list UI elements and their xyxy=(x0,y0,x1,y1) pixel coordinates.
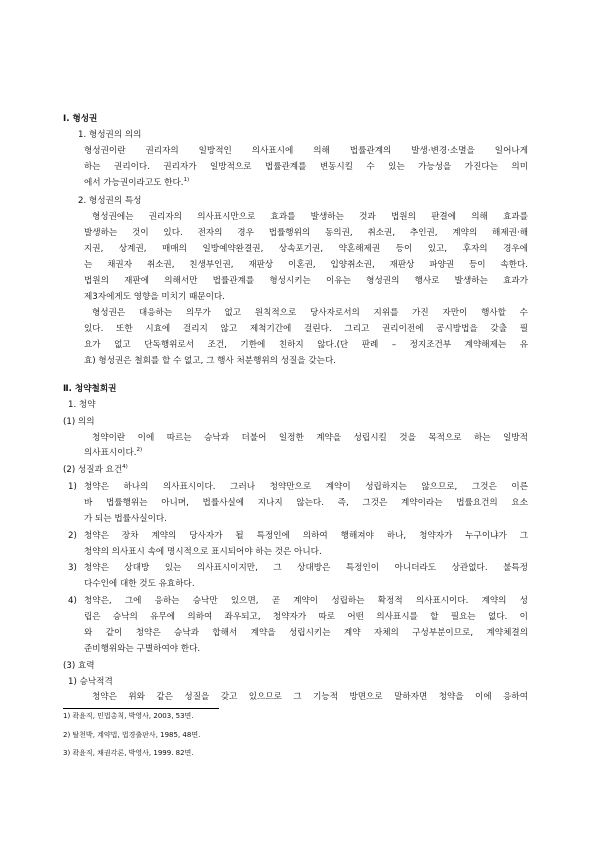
subsection-heading: (1) 의의 xyxy=(63,417,95,427)
list-item-line: 다수인에 대한 것도 유효하다. xyxy=(84,579,195,589)
paragraph-line-with-footnote xyxy=(84,448,142,459)
paragraph-line: 하는 권리이다. 권리자가 일방적으로 법률관계를 변동시킬 수 있는 가능성을 가진다는 의미 xyxy=(84,162,528,172)
subsection-2-heading: 2. 형성권의 특성 xyxy=(78,196,142,206)
subsection-heading: (3) 효력 xyxy=(63,661,95,671)
paragraph-line: 제3자에게도 영향을 미치기 때문이다. xyxy=(84,292,225,302)
list-item-line: 청약의 의사표시 속에 명시적으로 표시되어야 하는 것은 아니다. xyxy=(84,547,322,557)
footnote: 1) 곽윤직, 민법총칙, 박영사, 2003, 53면. xyxy=(63,712,194,720)
paragraph-line: 청약은 위와 같은 성질을 갖고 있으므로 그 기능적 방면으로 말하자면 청약을 이에 응하여 xyxy=(92,692,528,702)
list-item-line: 청약은 장차 계약의 당사자가 될 특정인에 의하여 행해져야 하나, 청약자가 누구이냐가 그 xyxy=(84,531,528,541)
subsection-heading-text: (2) 성질과 요건 xyxy=(63,465,123,475)
paragraph-text: 의사표시이다. xyxy=(84,448,137,458)
footnote-separator xyxy=(63,708,219,709)
list-item-line: 준비행위와는 구별하여야 한다. xyxy=(84,644,201,654)
paragraph-line: 청약이란 이에 따르는 승낙과 더불어 일정한 계약을 성립시킬 것을 목적으로 하는 일방적 xyxy=(92,433,528,443)
paragraph-line: 형성권이란 권리자의 일방적인 의사표시에 의해 법률관계의 발생·변경·소멸을 일어나게 xyxy=(84,146,528,156)
footnote-ref: 4) xyxy=(122,464,128,470)
list-item-number: 1) xyxy=(68,482,77,492)
subsection-heading-with-footnote xyxy=(63,465,128,476)
list-item-number: 4) xyxy=(68,596,77,606)
paragraph-line: 형성권은 대응하는 의무가 없고 원칙적으로 당사자로서의 지위를 가진 자만이 행사할 수 xyxy=(92,308,528,318)
paragraph-line: 효) 형성권은 철회를 할 수 없고, 그 행사 처분행위의 성질을 갖는다. xyxy=(84,356,336,366)
paragraph-line: 요가 없고 단독행위로서 조건, 기한에 친하지 않다.(단 판례 – 정지조건부 계약해제는 유 xyxy=(84,340,528,350)
paragraph-line: 있다. 또한 시효에 걸리지 않고 제척기간에 걸린다. 그리고 권리이전에 공시방법을 갖출 필 xyxy=(84,324,528,334)
footnote: 2) 탈천박, 계약법, 법경출판사, 1985, 48면. xyxy=(63,731,201,739)
list-item-line: 바 법률행위는 아니며, 법률사실에 지나지 않는다. 즉, 그것은 계약이라는 법률요건의 요소 xyxy=(84,498,528,508)
footnote-ref: 1) xyxy=(183,177,190,183)
list-item-line: 가 되는 법률사실이다. xyxy=(84,514,167,524)
paragraph-line: 발생하는 것이 있다. 전자의 경우 법률행위의 동의권, 취소권, 추인권, 계약의 해제권·해 xyxy=(84,228,528,238)
section-2-title: Ⅱ. 청약철회권 xyxy=(63,384,117,394)
footnote-ref: 2) xyxy=(136,447,143,453)
list-item-line: 청약은 하나의 의사표시이다. 그러나 청약만으로 계약이 성립하지는 않으므로, 그것은 이른 xyxy=(84,482,528,492)
list-item-line: 청약은 상대방 있는 의사표시이지만, 그 상대방은 특정인이 아니더라도 상관없다. 불특정 xyxy=(84,563,528,573)
paragraph-text: 에서 가능권이라고도 한다. xyxy=(84,178,184,188)
paragraph-line-with-footnote xyxy=(84,178,189,189)
footnote: 3) 곽윤직, 채권각론, 박영사, 1999. 82면. xyxy=(63,749,194,757)
list-item-number: 3) xyxy=(68,563,77,573)
subsection-heading: 1. 청약 xyxy=(68,400,96,410)
paragraph-line: 형성권에는 권리자의 의사표시만으로 효과를 발생하는 것과 법원의 판결에 의해 효과를 xyxy=(92,212,528,222)
list-item-line: 와 같이 청약은 승낙과 합해서 계약을 성립시키는 계약 자체의 구성부분이므로, 계약체결의 xyxy=(84,628,528,638)
list-item-line: 립은 승낙의 유무에 의하여 좌우되고, 청약자가 따로 어떤 의사표시를 할 필요는 없다. 이 xyxy=(84,612,528,622)
subsection-heading: 1) 승낙적격 xyxy=(68,677,113,687)
list-item-line: 청약은, 그에 응하는 승낙만 있으면, 곧 계약이 성립하는 확정적 의사표시이다. 계약의 성 xyxy=(84,596,528,606)
list-item-number: 2) xyxy=(68,531,77,541)
paragraph-line: 법원의 재판에 의해서만 법률관계를 형성시키는 이유는 형성권의 행사로 발생하는 효과가 xyxy=(84,276,528,286)
subsection-1-heading: 1. 형성권의 의의 xyxy=(78,130,142,140)
paragraph-line: 지권, 상계권, 매매의 일방예약완결권, 상속포기권, 약혼해제권 등이 있고, 후자의 경우에 xyxy=(84,244,528,254)
paragraph-line: 는 채권자 취소권, 친생부인권, 재판상 이혼권, 입양취소권, 재판상 파양권 등이 속한다. xyxy=(84,260,528,270)
section-1-title: Ⅰ. 형성권 xyxy=(63,114,98,124)
